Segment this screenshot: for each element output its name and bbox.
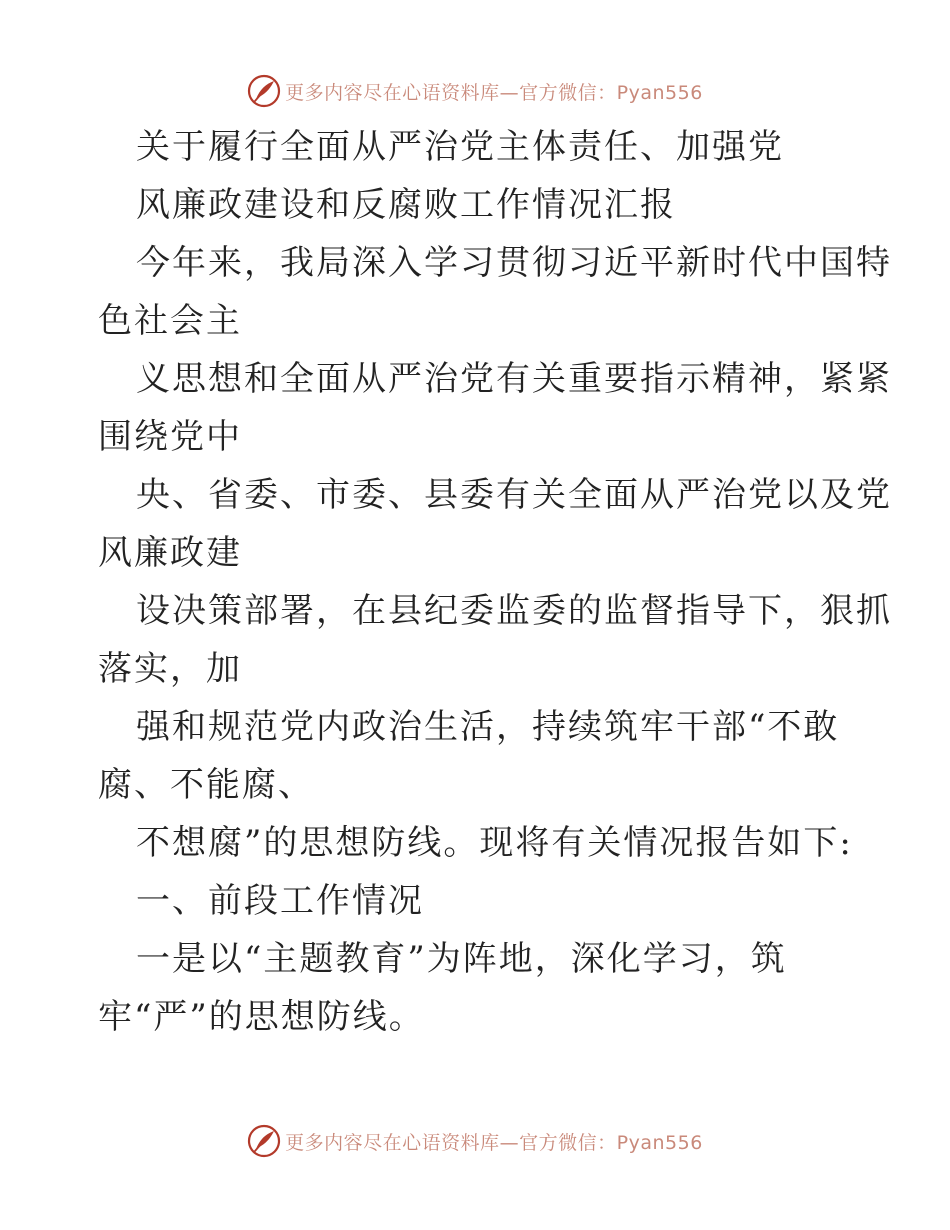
paragraph-line: 今年来，我局深入学习贯彻习近平新时代中国特 — [136, 243, 892, 283]
paragraph-line: 风廉政建 — [98, 533, 242, 573]
paragraph-line: 落实，加 — [98, 649, 242, 689]
paragraph-line: 色社会主 — [98, 301, 242, 341]
paragraph-line: 不想腐”的思想防线。现将有关情况报告如下: — [136, 823, 853, 863]
watermark-text: 更多内容尽在心语资料库—官方微信：Pyan556 — [285, 1131, 703, 1154]
paragraph-line: 央、省委、市委、县委有关全面从严治党以及党 — [136, 475, 892, 515]
watermark-text: 更多内容尽在心语资料库—官方微信：Pyan556 — [285, 81, 703, 104]
feather-pen-icon — [247, 74, 281, 108]
paragraph-line: 围绕党中 — [98, 417, 242, 457]
document-title-line-1: 关于履行全面从严治党主体责任、加强党 — [136, 127, 784, 167]
paragraph-line: 设决策部署，在县纪委监委的监督指导下，狠抓 — [136, 591, 892, 631]
document-title-line-2: 风廉政建设和反腐败工作情况汇报 — [136, 185, 676, 225]
document-body — [98, 118, 892, 1046]
paragraph-line: 一是以“主题教育”为阵地，深化学习，筑 — [136, 939, 787, 979]
footer-watermark-banner — [0, 1121, 950, 1161]
paragraph-line: 牢“严”的思想防线。 — [98, 997, 425, 1037]
section-heading: 一、前段工作情况 — [136, 881, 424, 921]
paragraph-line: 腐、不能腐、 — [98, 765, 314, 805]
header-watermark-banner — [0, 71, 950, 111]
paragraph-line: 义思想和全面从严治党有关重要指示精神，紧紧 — [136, 359, 892, 399]
feather-pen-icon — [247, 1124, 281, 1158]
paragraph-line: 强和规范党内政治生活，持续筑牢干部“不敢 — [136, 707, 840, 747]
